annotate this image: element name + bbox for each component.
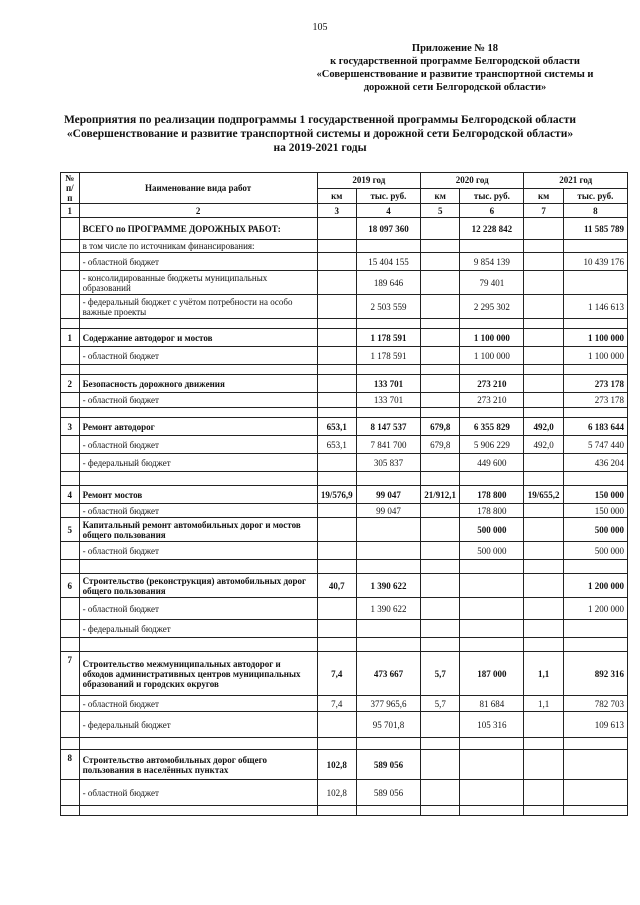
cell-rub-2020: 1 100 000: [460, 347, 524, 365]
cell-rub-2019: 99 047: [356, 504, 420, 518]
works-table: [60, 172, 628, 816]
cell-km-2020: 679,8: [421, 436, 460, 454]
header-year: 2019 год: [317, 173, 420, 189]
cell-rub-2020: 273 210: [460, 393, 524, 408]
cell-rub-2021: 150 000: [563, 486, 627, 504]
cell-rub-2020: 273 210: [460, 375, 524, 393]
row-number: 3: [61, 418, 80, 436]
table-row: [61, 295, 628, 319]
cell-rub-2021: 273 178: [563, 393, 627, 408]
table-row: [61, 780, 628, 806]
appendix-line: «Совершенствование и развитие транспортной системы и: [316, 69, 594, 80]
table-row: [61, 620, 628, 638]
row-name: - федеральный бюджет: [79, 712, 317, 738]
cell-km-2021: 1,1: [524, 696, 563, 712]
title-line: на 2019-2021 годы: [273, 142, 367, 154]
appendix-line: дорожной сети Белгородской области»: [363, 82, 547, 93]
table-row: [61, 486, 628, 504]
table-row: [61, 329, 628, 347]
cell-rub-2019: 18 097 360: [356, 218, 420, 240]
colnum: 1: [61, 204, 80, 218]
cell-rub-2020: 449 600: [460, 454, 524, 472]
row-name: - областной бюджет: [79, 393, 317, 408]
appendix-line: к государственной программе Белгородской области: [330, 56, 580, 67]
colnum: 5: [421, 204, 460, 218]
row-name: - федеральный бюджет с учётом потребности на особо важные проекты: [79, 295, 317, 319]
cell-rub-2020: 6 355 829: [460, 418, 524, 436]
row-name: Строительство автомобильных дорог общего пользования в населённых пунктах: [79, 750, 317, 780]
colnum: 6: [460, 204, 524, 218]
row-number: 4: [61, 486, 80, 504]
cell-rub-2021: 1 200 000: [563, 574, 627, 598]
cell-rub-2021: 500 000: [563, 518, 627, 542]
cell-km-2019: 7,4: [317, 696, 356, 712]
cell-rub-2019: 1 390 622: [356, 574, 420, 598]
cell-rub-2021: 1 200 000: [563, 598, 627, 620]
row-name: - федеральный бюджет: [79, 620, 317, 638]
cell-km-2020: 5,7: [421, 696, 460, 712]
row-name: - областной бюджет: [79, 780, 317, 806]
table-row: [61, 652, 628, 696]
row-name: - консолидированные бюджеты муниципальных образований: [79, 271, 317, 295]
cell-rub-2020: 9 854 139: [460, 253, 524, 271]
colnum: 2: [79, 204, 317, 218]
row-name: - областной бюджет: [79, 253, 317, 271]
cell-rub-2021: 892 316: [563, 652, 627, 696]
header-year: 2021 год: [524, 173, 628, 189]
row-name: Ремонт автодорог: [79, 418, 317, 436]
cell-km-2019: 40,7: [317, 574, 356, 598]
cell-rub-2019: 473 667: [356, 652, 420, 696]
cell-km-2019: 653,1: [317, 436, 356, 454]
row-name: - областной бюджет: [79, 504, 317, 518]
table-row: [61, 504, 628, 518]
cell-rub-2021: 10 439 176: [563, 253, 627, 271]
cell-km-2020: 5,7: [421, 652, 460, 696]
header-rub: тыс. руб.: [356, 188, 420, 204]
table-row: [61, 574, 628, 598]
cell-rub-2021: 109 613: [563, 712, 627, 738]
row-name: - областной бюджет: [79, 436, 317, 454]
cell-rub-2020: 178 800: [460, 504, 524, 518]
cell-rub-2019: 1 390 622: [356, 598, 420, 620]
cell-rub-2019: 589 056: [356, 780, 420, 806]
cell-rub-2019: 99 047: [356, 486, 420, 504]
cell-rub-2021: 5 747 440: [563, 436, 627, 454]
row-name: - областной бюджет: [79, 347, 317, 365]
cell-km-2020: 679,8: [421, 418, 460, 436]
cell-rub-2021: 273 178: [563, 375, 627, 393]
row-name: - областной бюджет: [79, 696, 317, 712]
row-name: Капитальный ремонт автомобильных дорог и мостов общего пользования: [79, 518, 317, 542]
cell-rub-2019: 95 701,8: [356, 712, 420, 738]
row-number: 5: [61, 518, 80, 542]
row-name: - федеральный бюджет: [79, 454, 317, 472]
cell-km-2019: 7,4: [317, 652, 356, 696]
cell-rub-2021: 11 585 789: [563, 218, 627, 240]
row-number: 2: [61, 375, 80, 393]
cell-rub-2021: 436 204: [563, 454, 627, 472]
header-km: км: [524, 188, 563, 204]
table-row: [61, 375, 628, 393]
table-row: [61, 347, 628, 365]
cell-rub-2020: 500 000: [460, 542, 524, 560]
cell-rub-2021: 1 100 000: [563, 347, 627, 365]
title-line: «Совершенствование и развитие транспортной системы и дорожной сети Белгородской области»: [66, 128, 574, 140]
cell-rub-2020: 5 906 229: [460, 436, 524, 454]
row-name: Ремонт мостов: [79, 486, 317, 504]
table-row: [61, 518, 628, 542]
cell-rub-2021: 6 183 644: [563, 418, 627, 436]
cell-rub-2019: 377 965,6: [356, 696, 420, 712]
cell-km-2021: 1,1: [524, 652, 563, 696]
header-km: км: [317, 188, 356, 204]
table-row: [61, 696, 628, 712]
cell-rub-2020: 79 401: [460, 271, 524, 295]
cell-km-2021: 19/655,2: [524, 486, 563, 504]
cell-rub-2021: 1 100 000: [563, 329, 627, 347]
cell-km-2021: 492,0: [524, 436, 563, 454]
table-row: [61, 218, 628, 240]
table-row: [61, 750, 628, 780]
appendix-line: Приложение № 18: [411, 43, 499, 54]
cell-rub-2020: 81 684: [460, 696, 524, 712]
row-number: 1: [61, 329, 80, 347]
header-row: [61, 173, 628, 189]
cell-rub-2020: 178 800: [460, 486, 524, 504]
cell-rub-2019: 2 503 559: [356, 295, 420, 319]
cell-km-2019: 19/576,9: [317, 486, 356, 504]
cell-rub-2020: 105 316: [460, 712, 524, 738]
header-rub: тыс. руб.: [460, 188, 524, 204]
page-number: 105: [312, 22, 328, 33]
row-name: Безопасность дорожного движения: [79, 375, 317, 393]
cell-rub-2019: 133 701: [356, 393, 420, 408]
cell-km-2021: 492,0: [524, 418, 563, 436]
table-row: [61, 271, 628, 295]
header-name: Наименование вида работ: [79, 173, 317, 204]
table-row: [61, 240, 628, 253]
header-rub: тыс. руб.: [563, 188, 627, 204]
row-name: Строительство межмуниципальных автодорог и обходов административных центров муниципальных образований и городских округов: [79, 652, 317, 696]
table-row: [61, 454, 628, 472]
cell-rub-2020: 500 000: [460, 518, 524, 542]
table-row: [61, 598, 628, 620]
cell-rub-2021: 150 000: [563, 504, 627, 518]
cell-km-2019: 653,1: [317, 418, 356, 436]
colnum: 3: [317, 204, 356, 218]
header-km: км: [421, 188, 460, 204]
colnum: 7: [524, 204, 563, 218]
row-name: - областной бюджет: [79, 598, 317, 620]
cell-rub-2019: 189 646: [356, 271, 420, 295]
cell-rub-2020: 2 295 302: [460, 295, 524, 319]
row-number: 8: [61, 750, 80, 780]
row-name: ВСЕГО по ПРОГРАММЕ ДОРОЖНЫХ РАБОТ:: [79, 218, 317, 240]
row-number: 7: [61, 652, 80, 696]
cell-rub-2019: 589 056: [356, 750, 420, 780]
row-name: Строительство (реконструкция) автомобильных дорог общего пользования: [79, 574, 317, 598]
cell-rub-2019: 7 841 700: [356, 436, 420, 454]
cell-rub-2021: 782 703: [563, 696, 627, 712]
colnum: 4: [356, 204, 420, 218]
table-row: [61, 253, 628, 271]
cell-km-2019: 102,8: [317, 780, 356, 806]
header-num: № п/п: [61, 173, 80, 204]
cell-rub-2019: 1 178 591: [356, 329, 420, 347]
cell-rub-2019: 305 837: [356, 454, 420, 472]
table-row: [61, 542, 628, 560]
cell-rub-2019: 8 147 537: [356, 418, 420, 436]
appendix-header: [305, 42, 605, 94]
cell-rub-2019: 15 404 155: [356, 253, 420, 271]
row-name: Содержание автодорог и мостов: [79, 329, 317, 347]
colnum: 8: [563, 204, 627, 218]
column-number-row: [61, 204, 628, 218]
table-row: [61, 393, 628, 408]
row-name: - областной бюджет: [79, 542, 317, 560]
header-year: 2020 год: [421, 173, 524, 189]
cell-km-2019: 102,8: [317, 750, 356, 780]
cell-rub-2021: 500 000: [563, 542, 627, 560]
document-title: [40, 113, 600, 155]
cell-rub-2021: 1 146 613: [563, 295, 627, 319]
cell-rub-2019: 133 701: [356, 375, 420, 393]
cell-rub-2020: 12 228 842: [460, 218, 524, 240]
table-row: [61, 712, 628, 738]
table-row: [61, 418, 628, 436]
row-name: в том числе по источникам финансирования:: [79, 240, 317, 253]
title-line: Мероприятия по реализации подпрограммы 1 государственной программы Белгородской области: [63, 114, 577, 126]
cell-km-2020: 21/912,1: [421, 486, 460, 504]
cell-rub-2020: 187 000: [460, 652, 524, 696]
table-row: [61, 436, 628, 454]
row-number: 6: [61, 574, 80, 598]
cell-rub-2019: 1 178 591: [356, 347, 420, 365]
cell-rub-2020: 1 100 000: [460, 329, 524, 347]
